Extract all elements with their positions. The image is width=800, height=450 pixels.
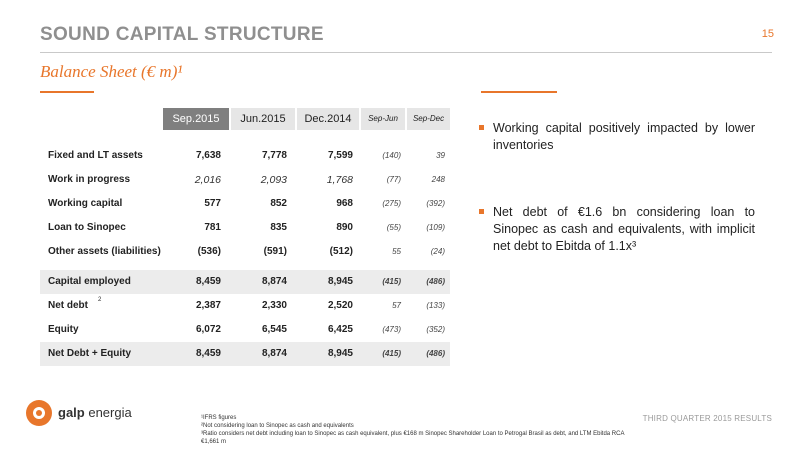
cell-jun2015: 6,545 [261, 324, 287, 335]
cell-sep-jun: (415) [382, 277, 401, 286]
cell-jun2015: 2,330 [261, 300, 287, 311]
cell-dec2014: 7,599 [327, 150, 353, 161]
col-header-sep2015: Sep.2015 [163, 108, 229, 130]
cell-sep2015: 2,387 [195, 300, 221, 311]
row-label: Work in progress [48, 174, 131, 185]
cell-sep-dec: (352) [426, 325, 445, 334]
section-subtitle: Balance Sheet (€ m)¹ [40, 62, 183, 81]
cell-sep2015: 7,638 [195, 150, 221, 161]
cell-jun2015: 7,778 [261, 150, 287, 161]
accent-rule-right [481, 91, 557, 93]
report-name: THIRD QUARTER 2015 RESULTS [642, 414, 772, 423]
cell-sep-jun: (415) [382, 349, 401, 358]
page-title: SOUND CAPITAL STRUCTURE [40, 24, 324, 45]
cell-sep-jun: (473) [382, 325, 401, 334]
footnote-3: ³Ratio considers net debt including loan to Sinopec as cash equivalent, plus €168 m Sinopec Shareholder Loan to Petrogal Brasil as debt, and LTM Ebitda RCA €1,661 m [201, 431, 625, 445]
row-label: Equity [48, 324, 79, 335]
table-row [40, 318, 450, 342]
cell-jun2015: 852 [270, 198, 287, 209]
col-header-sep-dec: Sep-Dec [407, 108, 450, 130]
col-header-dec2014: Dec.2014 [297, 108, 359, 130]
cell-sep-jun: 57 [392, 301, 401, 310]
row-label: Fixed and LT assets [48, 150, 143, 161]
col-header-sep-jun: Sep-Jun [361, 108, 405, 130]
table-header-row [40, 108, 450, 130]
table-row [40, 216, 450, 240]
footnote-2: ²Not considering loan to Sinopec as cash and equivalents [201, 423, 354, 429]
logo-wordmark: galp energia [58, 405, 132, 420]
bullet-text: Working capital positively impacted by lower inventories [493, 121, 755, 152]
cell-dec2014: 1,768 [326, 174, 353, 186]
table-row [40, 270, 450, 294]
cell-sep2015: 8,459 [195, 348, 221, 359]
cell-sep-jun: 55 [392, 247, 401, 256]
galp-logo-icon [26, 400, 52, 426]
row-label: Capital employed [48, 276, 131, 287]
cell-sep-dec: (486) [426, 277, 445, 286]
bullet-item [479, 120, 755, 154]
company-logo [26, 400, 156, 430]
cell-jun2015: 8,874 [261, 348, 287, 359]
title-divider [40, 52, 772, 53]
row-label: Other assets (liabilities) [48, 246, 161, 257]
table-row [40, 342, 450, 366]
cell-jun2015: 8,874 [261, 276, 287, 287]
table-row [40, 168, 450, 192]
cell-dec2014: 968 [336, 198, 353, 209]
table-row [40, 240, 450, 264]
cell-dec2014: 890 [336, 222, 353, 233]
cell-jun2015: 835 [270, 222, 287, 233]
cell-dec2014: 2,520 [327, 300, 353, 311]
cell-dec2014: 6,425 [327, 324, 353, 335]
cell-sep-dec: (486) [426, 349, 445, 358]
cell-sep2015: 6,072 [195, 324, 221, 335]
cell-sep2015: 2,016 [194, 174, 221, 186]
row-label: Working capital [48, 198, 123, 209]
cell-sep-jun: (55) [386, 223, 401, 232]
cell-dec2014: 8,945 [327, 348, 353, 359]
footnote-1: ¹IFRS figures [201, 415, 237, 421]
cell-dec2014: (512) [329, 246, 353, 257]
cell-sep2015: 577 [204, 198, 221, 209]
table-row [40, 144, 450, 168]
row-label: Net Debt + Equity [48, 348, 132, 359]
cell-jun2015: (591) [263, 246, 287, 257]
accent-rule-left [40, 91, 94, 93]
cell-sep-jun: (77) [386, 175, 401, 184]
cell-sep2015: 781 [204, 222, 221, 233]
footnote-ref: 2 [98, 297, 102, 303]
cell-sep-dec: 248 [431, 175, 445, 184]
cell-jun2015: 2,093 [260, 174, 287, 186]
cell-sep-jun: (275) [382, 199, 401, 208]
cell-sep-dec: (24) [430, 247, 445, 256]
cell-sep2015: 8,459 [195, 276, 221, 287]
cell-sep-jun: (140) [382, 151, 401, 160]
cell-sep-dec: 39 [436, 151, 445, 160]
bullet-item [479, 204, 755, 255]
row-label: Net debt [48, 300, 88, 311]
footnotes [201, 414, 641, 446]
bullet-text: Net debt of €1.6 bn considering loan to Sinopec as cash and equivalents, with implicit net debt to Ebitda of 1.1x³ [493, 205, 755, 253]
cell-sep2015: (536) [197, 246, 221, 257]
col-header-jun2015: Jun.2015 [231, 108, 295, 130]
table-row [40, 294, 450, 318]
bullet-marker-icon [479, 209, 484, 214]
cell-sep-dec: (392) [426, 199, 445, 208]
row-label: Loan to Sinopec [48, 222, 126, 233]
page-number: 15 [761, 28, 774, 40]
cell-dec2014: 8,945 [327, 276, 353, 287]
bullet-marker-icon [479, 125, 484, 130]
table-row [40, 192, 450, 216]
cell-sep-dec: (133) [426, 301, 445, 310]
cell-sep-dec: (109) [426, 223, 445, 232]
